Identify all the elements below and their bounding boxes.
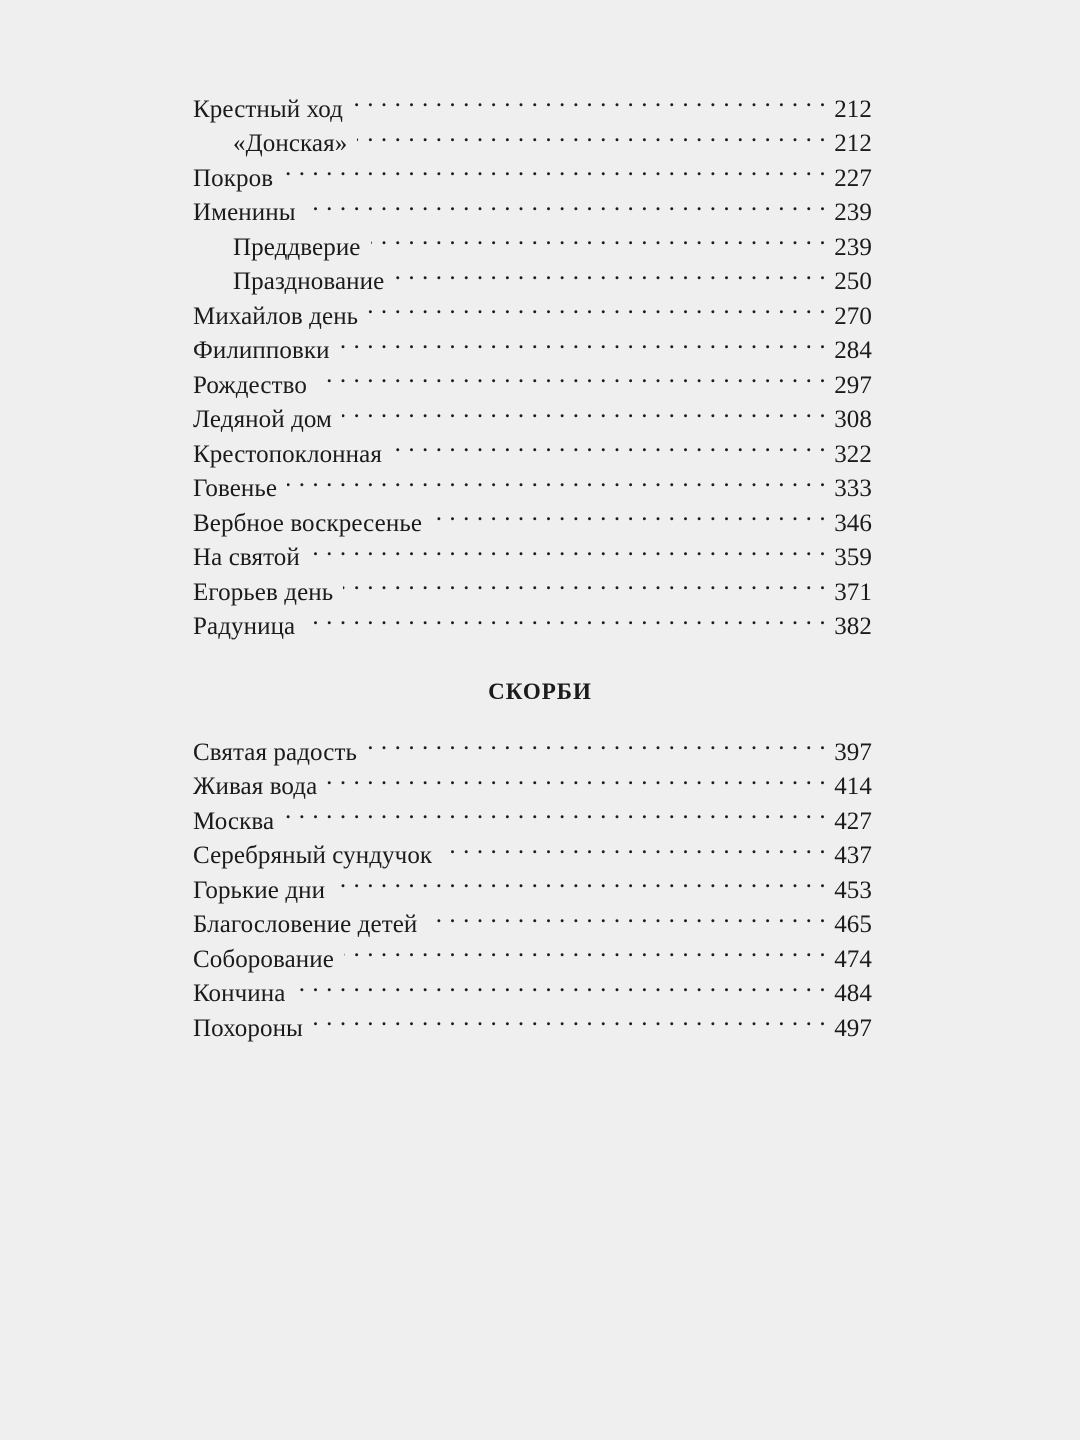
- toc-dot-leader: [371, 220, 827, 255]
- toc-entry-page-number: 414: [834, 773, 872, 800]
- toc-entry-title: Филипповки: [193, 337, 330, 364]
- toc-entry-page-number: 437: [834, 842, 872, 869]
- toc-entry-title: Соборование: [193, 945, 334, 973]
- toc-entry-title: Говенье: [193, 475, 278, 502]
- toc-dot-leader: [353, 82, 826, 117]
- toc-dot-leader: [327, 760, 826, 795]
- toc-entry-page-number: 239: [834, 199, 872, 226]
- toc-entry-page-number: 270: [834, 302, 872, 330]
- toc-dot-leader: [392, 427, 826, 462]
- toc-entry-title: Крестный ход: [193, 95, 343, 123]
- toc-entry: [193, 725, 872, 766]
- toc-entry: [193, 82, 872, 123]
- toc-entry-title: Ледяной дом: [193, 406, 332, 433]
- toc-entry-page-number: 227: [834, 164, 872, 192]
- toc-dot-leader: [367, 725, 826, 760]
- toc-entry-title: На святой: [193, 544, 300, 571]
- toc-entry-page-number: 297: [834, 371, 872, 399]
- toc-entry: [193, 967, 872, 1007]
- toc-entry-page-number: 397: [834, 738, 872, 766]
- toc-entry-title: Егорьев день: [193, 578, 334, 606]
- toc-dot-leader: [343, 565, 826, 600]
- toc-list-skorbi: [193, 725, 872, 1042]
- toc-entry: [193, 186, 872, 226]
- toc-entry-title: Святая радость: [193, 738, 357, 766]
- toc-entry-page-number: 346: [834, 509, 872, 537]
- toc-dot-leader: [284, 794, 826, 829]
- toc-entry: [193, 1001, 872, 1042]
- toc-entry-title: Вербное воскресенье: [193, 509, 423, 537]
- toc-dot-leader: [295, 967, 826, 1002]
- toc-dot-leader: [317, 358, 826, 393]
- toc-entry-page-number: 284: [834, 337, 872, 364]
- toc-entry-page-number: 250: [834, 268, 872, 295]
- toc-entry-title: Покров: [193, 164, 274, 192]
- toc-entry-page-number: 427: [834, 807, 872, 835]
- toc-entry-title: Именины: [193, 199, 296, 226]
- toc-entry: [193, 151, 872, 192]
- toc-dot-leader: [427, 898, 826, 933]
- toc-entry-page-number: 382: [834, 613, 872, 640]
- toc-entry-title: Москва: [193, 807, 275, 835]
- toc-dot-leader: [305, 600, 826, 635]
- toc-entry-title: Серебряный сундучок: [193, 842, 433, 869]
- toc-dot-leader: [442, 829, 826, 864]
- toc-dot-leader: [313, 1001, 826, 1036]
- toc-entry-title: Михайлов день: [193, 302, 359, 330]
- toc-entry-page-number: 212: [834, 95, 872, 123]
- toc-dot-leader: [287, 462, 826, 497]
- toc-entry-page-number: 484: [834, 980, 872, 1007]
- toc-entry-page-number: 453: [834, 876, 872, 904]
- toc-entry-title: Радуница: [193, 613, 296, 640]
- toc-entry-page-number: 465: [834, 911, 872, 938]
- toc-entry-page-number: 497: [834, 1014, 872, 1042]
- toc-dot-leader: [310, 531, 826, 566]
- toc-entry-title: Кончина: [193, 980, 286, 1007]
- toc-entry-page-number: 212: [834, 130, 872, 157]
- toc-entry-page-number: 359: [834, 544, 872, 571]
- toc-dot-leader: [344, 932, 826, 967]
- toc-dot-leader: [335, 863, 826, 898]
- toc-entry: [193, 794, 872, 835]
- toc-entry-page-number: 371: [834, 578, 872, 606]
- toc-entry-title: Похороны: [193, 1014, 303, 1042]
- toc-dot-leader: [340, 324, 827, 359]
- toc-entry-page-number: 322: [834, 440, 872, 468]
- toc-dot-leader: [432, 496, 826, 531]
- toc-dot-leader: [283, 151, 826, 186]
- toc-entry: [193, 462, 872, 502]
- toc-dot-leader: [394, 255, 826, 290]
- toc-entry-page-number: 474: [834, 945, 872, 973]
- toc-entry-page-number: 308: [834, 406, 872, 433]
- toc-dot-leader: [306, 186, 827, 221]
- toc-entry-page-number: 239: [834, 233, 872, 261]
- toc-entry-title: Благословение детей: [193, 911, 418, 938]
- toc-list-first: [193, 82, 872, 640]
- toc-entry-title: Преддверие: [233, 233, 361, 261]
- toc-entry-title: Горькие дни: [193, 876, 326, 904]
- toc-dot-leader: [368, 289, 826, 324]
- section-heading-skorbi: СКОРБИ: [488, 679, 592, 704]
- toc-dot-leader: [342, 393, 826, 428]
- toc-dot-leader: [357, 117, 826, 152]
- toc-entry: [193, 496, 872, 537]
- toc-entry-page-number: 333: [834, 475, 872, 502]
- toc-entry-title: Рождество: [193, 371, 307, 399]
- toc-entry: [193, 829, 872, 869]
- toc-entry-title: Живая вода: [193, 773, 318, 800]
- toc-entry-title: Празднование: [233, 268, 385, 295]
- toc-entry-title: «Донская»: [233, 130, 348, 157]
- toc-entry-title: Крестопоклонная: [193, 440, 382, 468]
